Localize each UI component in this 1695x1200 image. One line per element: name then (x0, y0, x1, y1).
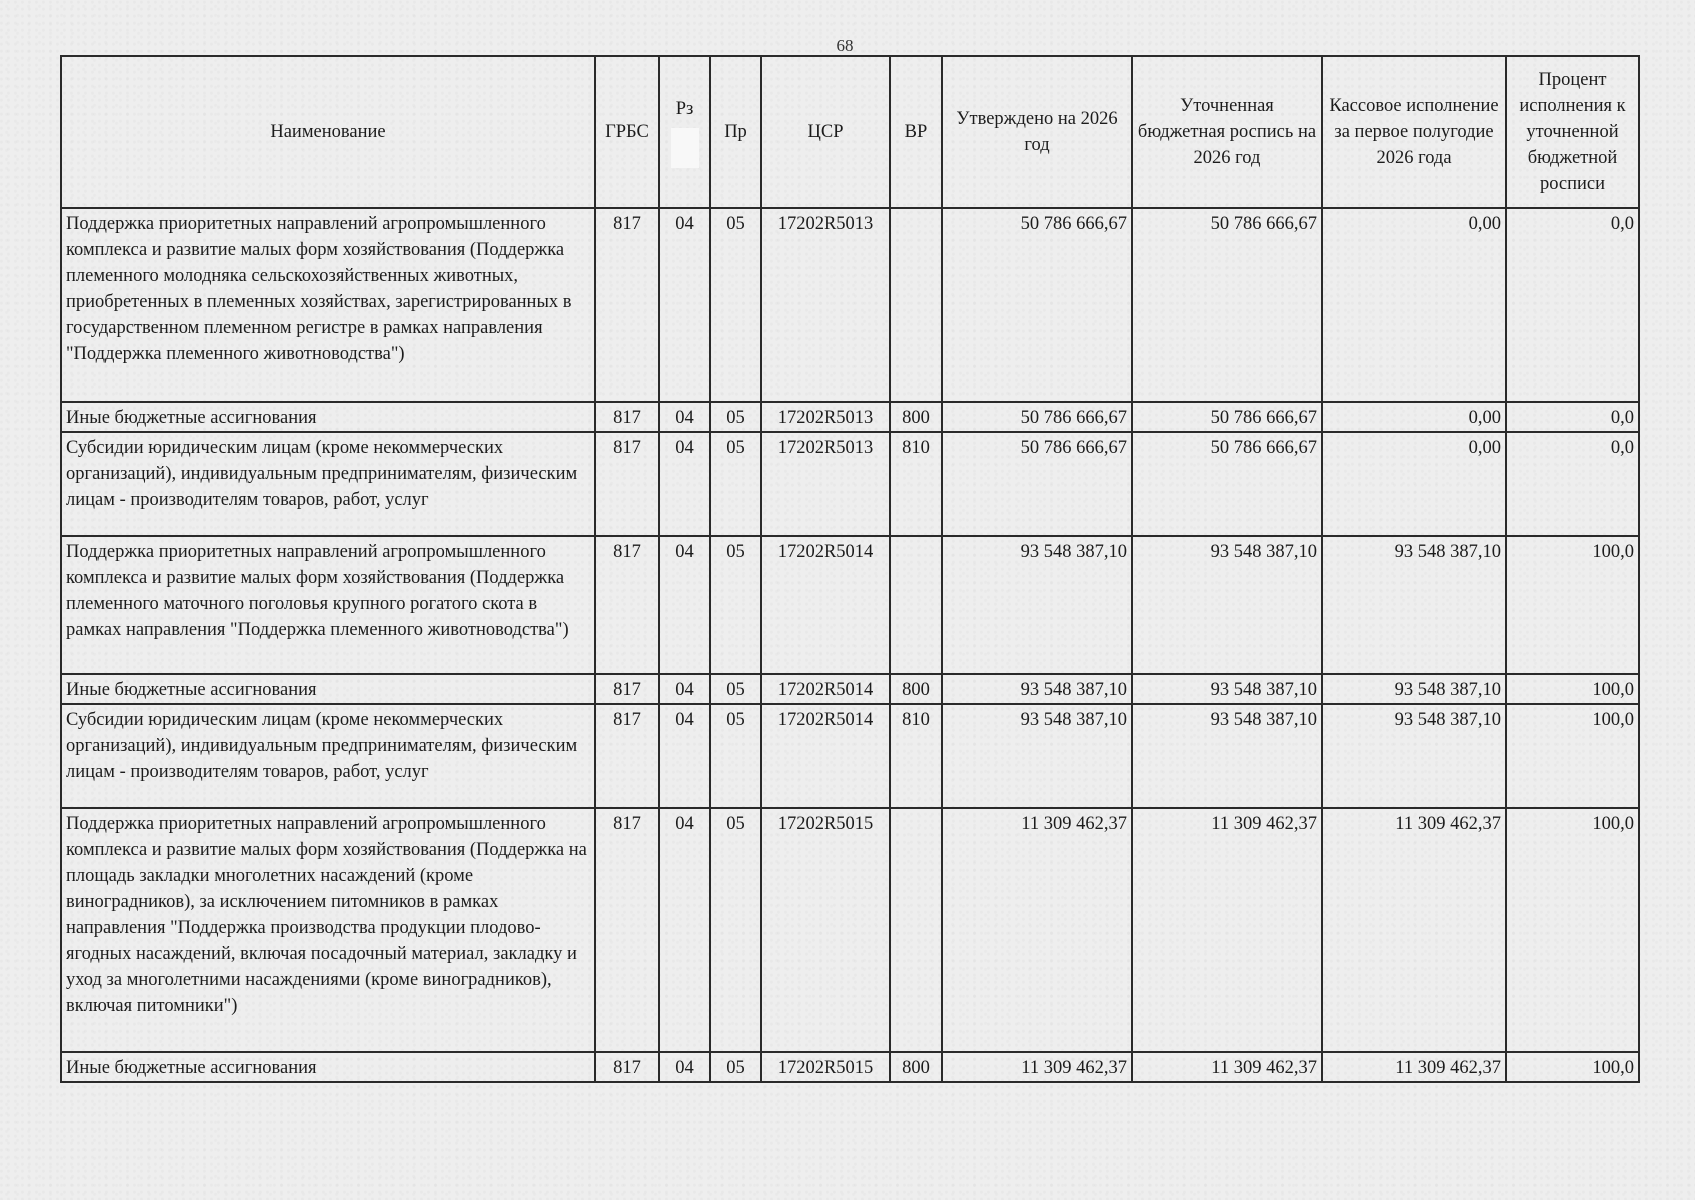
cell-csr: 17202R5014 (761, 674, 890, 704)
header-percent: Процент исполнения к уточненной бюджетной росписи (1506, 56, 1639, 208)
cell-csr: 17202R5014 (761, 536, 890, 674)
cell-percent: 100,0 (1506, 808, 1639, 1052)
cell-name: Поддержка приоритетных направлений агропромышленного комплекса и развитие малых форм хозяйствования (Поддержка племенного маточного поголовья крупного рогатого скота в рамках направления "Поддержка племенного животноводства") (61, 536, 595, 674)
cell-grbs: 817 (595, 704, 659, 808)
cell-pr: 05 (710, 402, 761, 432)
header-grbs: ГРБС (595, 56, 659, 208)
cell-pr: 05 (710, 536, 761, 674)
cell-approved: 11 309 462,37 (942, 808, 1132, 1052)
cell-cash: 11 309 462,37 (1322, 1052, 1506, 1082)
cell-pr: 05 (710, 208, 761, 402)
cell-name: Иные бюджетные ассигнования (61, 1052, 595, 1082)
cell-cash: 0,00 (1322, 432, 1506, 536)
cell-refined: 50 786 666,67 (1132, 402, 1322, 432)
header-approved: Утверждено на 2026 год (942, 56, 1132, 208)
cell-percent: 100,0 (1506, 674, 1639, 704)
cell-grbs: 817 (595, 208, 659, 402)
cell-approved: 93 548 387,10 (942, 704, 1132, 808)
table-row (61, 674, 1639, 704)
table-row (61, 704, 1639, 808)
cell-grbs: 817 (595, 536, 659, 674)
header-vr: ВР (890, 56, 942, 208)
cell-percent: 100,0 (1506, 704, 1639, 808)
table-row (61, 1052, 1639, 1082)
cell-approved: 50 786 666,67 (942, 432, 1132, 536)
cell-percent: 0,0 (1506, 208, 1639, 402)
cell-name: Субсидии юридическим лицам (кроме некоммерческих организаций), индивидуальным предпринимателям, физическим лицам - производителям товаров, работ, услуг (61, 704, 595, 808)
table-header-row (61, 56, 1639, 208)
cell-csr: 17202R5013 (761, 432, 890, 536)
cell-cash: 0,00 (1322, 208, 1506, 402)
cell-grbs: 817 (595, 402, 659, 432)
cell-pr: 05 (710, 808, 761, 1052)
cell-refined: 11 309 462,37 (1132, 1052, 1322, 1082)
cell-vr: 800 (890, 402, 942, 432)
cell-rz: 04 (659, 674, 710, 704)
cell-cash: 11 309 462,37 (1322, 808, 1506, 1052)
cell-cash: 0,00 (1322, 402, 1506, 432)
cell-refined: 50 786 666,67 (1132, 432, 1322, 536)
cell-vr: 800 (890, 1052, 942, 1082)
cell-approved: 93 548 387,10 (942, 674, 1132, 704)
cell-vr: 810 (890, 704, 942, 808)
cell-name: Иные бюджетные ассигнования (61, 402, 595, 432)
cell-csr: 17202R5015 (761, 808, 890, 1052)
budget-execution-table (60, 55, 1640, 1083)
header-rz: Рз (659, 56, 710, 208)
cell-cash: 93 548 387,10 (1322, 674, 1506, 704)
cell-csr: 17202R5015 (761, 1052, 890, 1082)
cell-refined: 11 309 462,37 (1132, 808, 1322, 1052)
cell-vr: 810 (890, 432, 942, 536)
cell-vr (890, 536, 942, 674)
cell-name: Поддержка приоритетных направлений агропромышленного комплекса и развитие малых форм хозяйствования (Поддержка племенного молодняка сельскохозяйственных животных, приобретенных в племенных хозяйствах, зарегистрированных в государственном племенном регистре в рамках направления "Поддержка племенного животноводства") (61, 208, 595, 402)
cell-pr: 05 (710, 432, 761, 536)
cell-name: Иные бюджетные ассигнования (61, 674, 595, 704)
cell-grbs: 817 (595, 1052, 659, 1082)
cell-rz: 04 (659, 704, 710, 808)
cell-rz: 04 (659, 536, 710, 674)
header-csr: ЦСР (761, 56, 890, 208)
header-pr: Пр (710, 56, 761, 208)
table-row (61, 432, 1639, 536)
cell-name: Субсидии юридическим лицам (кроме некоммерческих организаций), индивидуальным предпринимателям, физическим лицам - производителям товаров, работ, услуг (61, 432, 595, 536)
header-refined: Уточненная бюджетная роспись на 2026 год (1132, 56, 1322, 208)
cell-pr: 05 (710, 674, 761, 704)
cell-approved: 93 548 387,10 (942, 536, 1132, 674)
cell-refined: 93 548 387,10 (1132, 704, 1322, 808)
cell-rz: 04 (659, 808, 710, 1052)
cell-csr: 17202R5013 (761, 208, 890, 402)
cell-percent: 0,0 (1506, 432, 1639, 536)
cell-pr: 05 (710, 704, 761, 808)
table-row (61, 402, 1639, 432)
cell-percent: 100,0 (1506, 1052, 1639, 1082)
cell-approved: 50 786 666,67 (942, 208, 1132, 402)
cell-refined: 93 548 387,10 (1132, 674, 1322, 704)
cell-rz: 04 (659, 402, 710, 432)
cell-name: Поддержка приоритетных направлений агропромышленного комплекса и развитие малых форм хозяйствования (Поддержка на площадь закладки многолетних насаждений (кроме виноградников), за исключением питомников в рамках направления "Поддержка производства продукции плодово-ягодных насаждений, включая посадочный материал, закладку и уход за многолетними насаждениями (кроме виноградников), включая питомники") (61, 808, 595, 1052)
cell-vr (890, 808, 942, 1052)
table-row (61, 808, 1639, 1052)
cell-grbs: 817 (595, 808, 659, 1052)
cell-grbs: 817 (595, 432, 659, 536)
table-row (61, 208, 1639, 402)
cell-csr: 17202R5013 (761, 402, 890, 432)
cell-refined: 50 786 666,67 (1132, 208, 1322, 402)
cell-refined: 93 548 387,10 (1132, 536, 1322, 674)
cell-percent: 0,0 (1506, 402, 1639, 432)
cell-vr (890, 208, 942, 402)
header-name: Наименование (61, 56, 595, 208)
cell-rz: 04 (659, 208, 710, 402)
whiteout-mark (671, 128, 699, 168)
page-number: 68 (836, 36, 854, 55)
cell-pr: 05 (710, 1052, 761, 1082)
cell-csr: 17202R5014 (761, 704, 890, 808)
cell-rz: 04 (659, 1052, 710, 1082)
cell-cash: 93 548 387,10 (1322, 704, 1506, 808)
cell-grbs: 817 (595, 674, 659, 704)
cell-vr: 800 (890, 674, 942, 704)
header-cash: Кассовое исполнение за первое полугодие 2026 года (1322, 56, 1506, 208)
cell-percent: 100,0 (1506, 536, 1639, 674)
cell-approved: 50 786 666,67 (942, 402, 1132, 432)
cell-rz: 04 (659, 432, 710, 536)
cell-approved: 11 309 462,37 (942, 1052, 1132, 1082)
table-row (61, 536, 1639, 674)
cell-cash: 93 548 387,10 (1322, 536, 1506, 674)
